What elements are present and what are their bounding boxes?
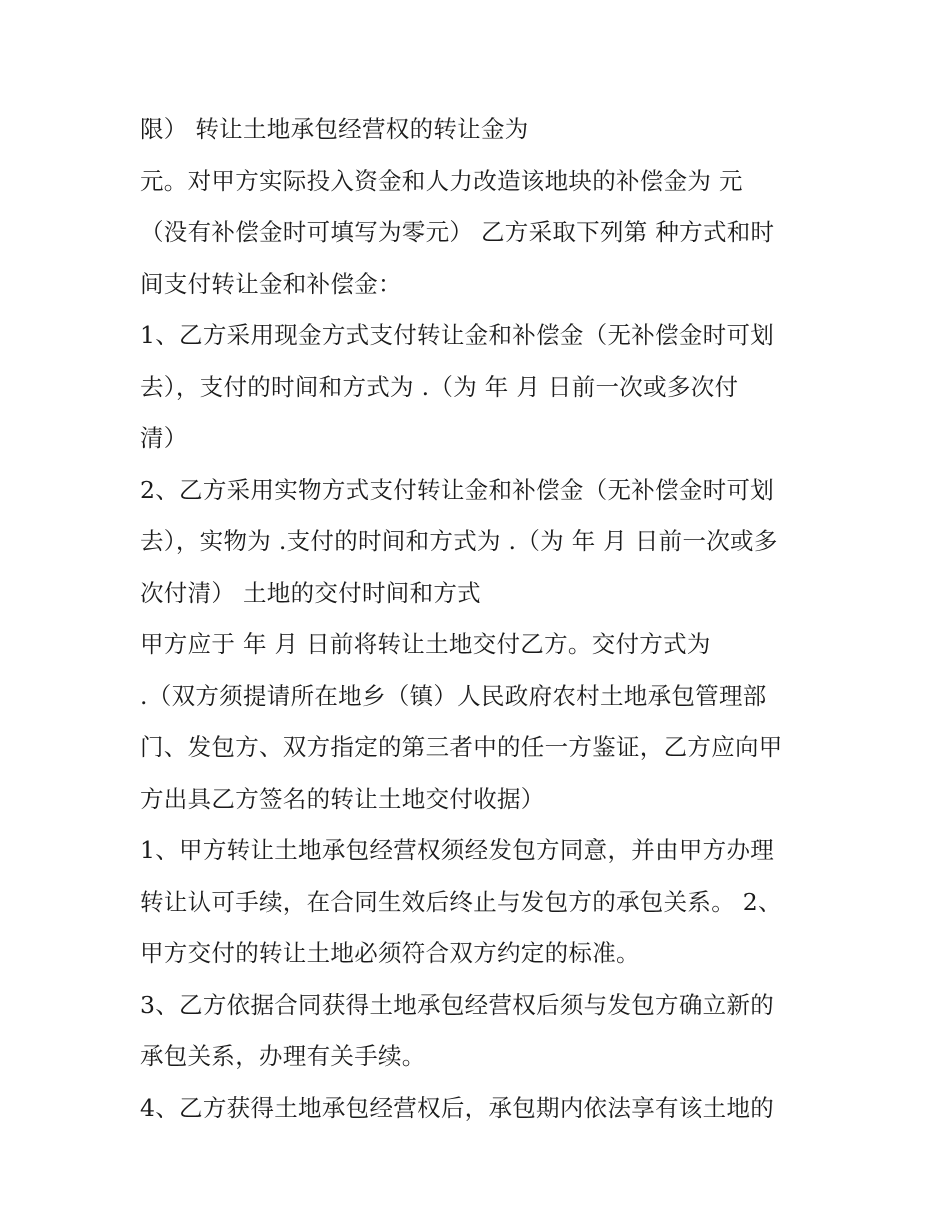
text-line-15: 1、甲方转让土地承包经营权须经发包方同意，并由甲方办理 [140, 836, 775, 864]
text-line-14: 方出具乙方签名的转让土地交付收据） [140, 784, 545, 813]
text-line-3: （没有补偿金时可填写为零元） 乙方采取下列第 种方式和时 [140, 218, 775, 246]
text-line-2: 元。对甲方实际投入资金和人力改造该地块的补偿金为 元 [140, 166, 743, 195]
text-line-20: 4、乙方获得土地承包经营权后，承包期内依法享有该土地的 [140, 1093, 775, 1122]
text-line-4: 间支付转让金和补偿金： [140, 269, 402, 298]
document-body [140, 104, 830, 1134]
text-line-10: 次付清） 土地的交付时间和方式 [140, 578, 481, 607]
text-line-16: 转让认可手续，在合同生效后终止与发包方的承包关系。 2、 [140, 887, 782, 916]
text-line-13: 门、发包方、双方指定的第三者中的任一方鉴证，乙方应向甲 [140, 733, 783, 761]
text-line-18: 3、乙方依据合同获得土地承包经营权后须与发包方确立新的 [140, 990, 775, 1019]
text-line-19: 承包关系，办理有关手续。 [140, 1042, 426, 1070]
text-line-12: .（双方须提请所在地乡（镇）人民政府农村土地承包管理部 [140, 681, 767, 710]
text-line-8: 2、乙方采用实物方式支付转让金和补偿金（无补偿金时可划 [140, 475, 775, 504]
text-line-17: 甲方交付的转让土地必须符合双方约定的标准。 [140, 939, 640, 967]
text-line-1: 限） 转让土地承包经营权的转让金为 [140, 115, 529, 143]
text-line-5: 1、乙方采用现金方式支付转让金和补偿金（无补偿金时可划 [140, 321, 775, 349]
text-line-7: 清） [140, 424, 188, 452]
text-line-9: 去），实物为 .支付的时间和方式为 .（为 年 月 日前一次或多 [140, 527, 778, 555]
text-line-6: 去），支付的时间和方式为 .（为 年 月 日前一次或多次付 [140, 372, 739, 401]
text-line-11: 甲方应于 年 月 日前将转让土地交付乙方。交付方式为 [140, 630, 711, 658]
